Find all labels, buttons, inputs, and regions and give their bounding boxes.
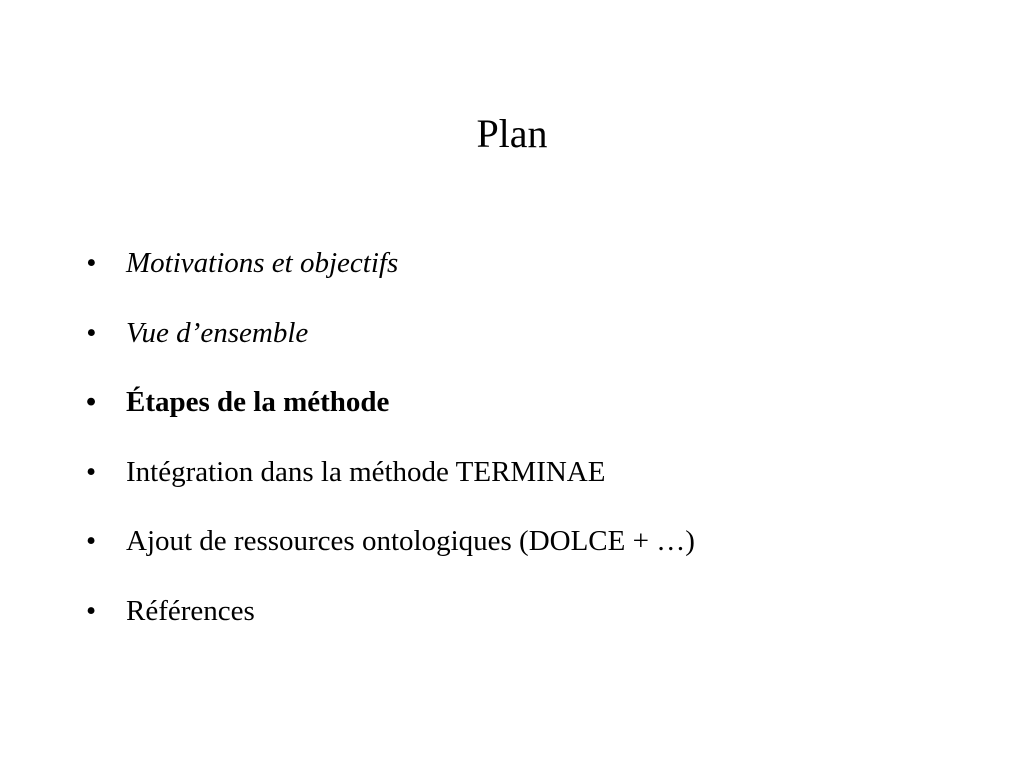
bullet-marker: • bbox=[86, 247, 97, 279]
bullet-marker: • bbox=[86, 594, 97, 627]
bullet-text: Motivations et objectifs bbox=[126, 247, 399, 279]
bullet-text: Vue d’ensemble bbox=[126, 316, 309, 349]
bullet-text: Étapes de la méthode bbox=[126, 386, 390, 418]
bullet-text: Références bbox=[126, 594, 255, 627]
bullet-text: Intégration dans la méthode TERMINAE bbox=[126, 455, 606, 488]
slide-title: Plan bbox=[476, 111, 548, 156]
bullet-text: Ajout de ressources ontologiques (DOLCE + …) bbox=[126, 525, 695, 557]
bullet-marker: • bbox=[86, 316, 97, 349]
bullet-marker: • bbox=[86, 455, 97, 488]
bullet-marker: • bbox=[86, 386, 97, 418]
bullet-marker: • bbox=[86, 525, 97, 557]
